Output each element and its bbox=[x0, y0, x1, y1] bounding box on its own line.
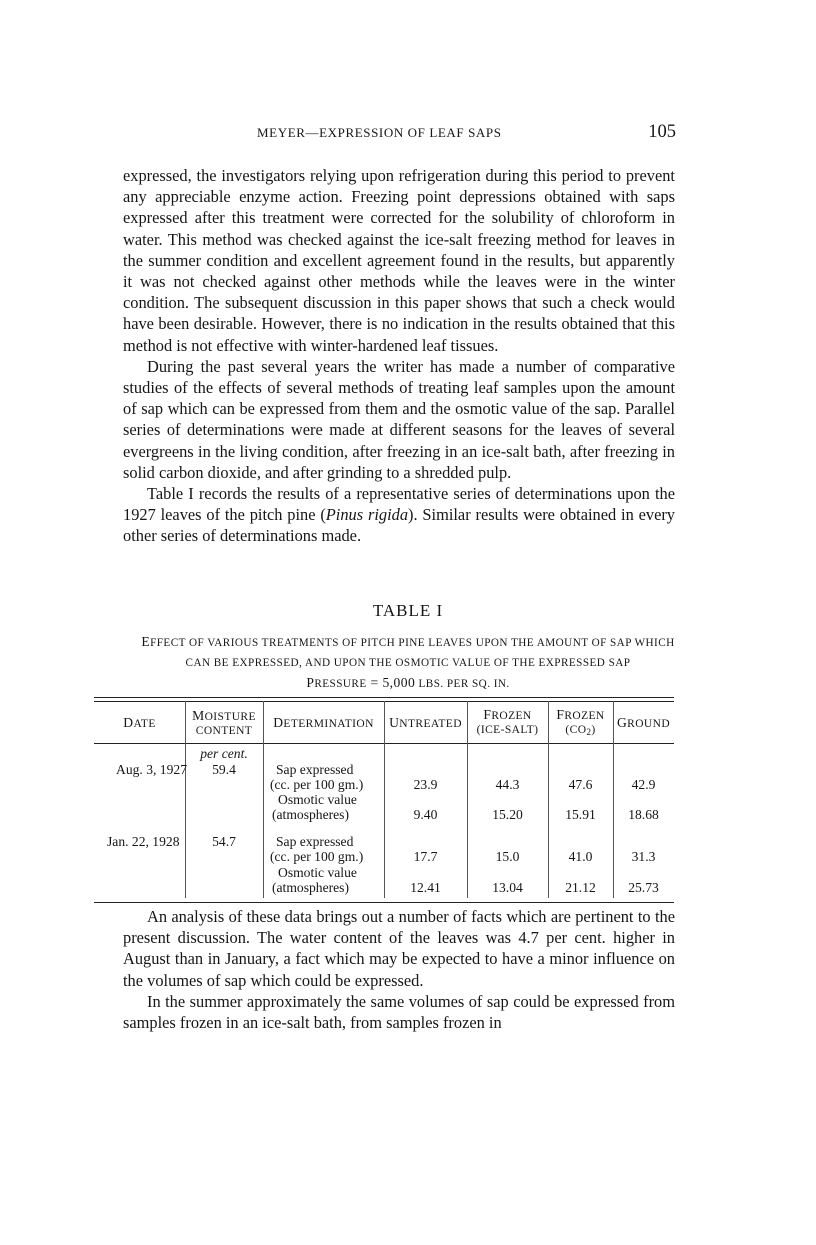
header-initial: D bbox=[123, 715, 134, 730]
caption-rest: LBS. PER SQ. IN. bbox=[415, 678, 510, 690]
running-head: MEYER—EXPRESSION OF LEAF SAPS bbox=[257, 125, 502, 140]
cell-ground: 25.73 bbox=[628, 880, 659, 895]
header-initial: U bbox=[389, 715, 400, 730]
cell-untreated: 9.40 bbox=[413, 807, 438, 822]
caption-initial: E bbox=[141, 634, 151, 649]
page-header bbox=[122, 122, 676, 146]
header-date bbox=[94, 716, 185, 731]
cell-determination-unit: (cc. per 100 gm.) bbox=[270, 777, 364, 792]
header-rest: ROZEN bbox=[491, 710, 532, 722]
body-text-top bbox=[123, 165, 675, 547]
header-line: CONTENT bbox=[195, 725, 253, 737]
cell-determination: Osmotic value bbox=[278, 865, 357, 880]
cell-frozen-co2: 47.6 bbox=[568, 777, 593, 792]
cell-ground: 42.9 bbox=[631, 777, 656, 792]
header-line bbox=[548, 723, 613, 737]
caption-line bbox=[92, 632, 724, 653]
cell-determination-unit: (cc. per 100 gm.) bbox=[270, 849, 364, 864]
header-initial: F bbox=[483, 707, 492, 722]
cell-date: Aug. 3, 1927 bbox=[116, 762, 187, 777]
paragraph: During the past several years the writer has made a number of comparative studies of the effects of several methods of treating leaf samples upon the amount of sap which can be expressed from them and the osmotic value of the sap. Parallel series of determinations were made at different seasons for the leaves of several evergreens in the living condition, after freezing in an ice-salt bath, after freezing in solid carbon dioxide, and after grinding to a shredded pulp. bbox=[123, 356, 675, 482]
header-rest: ATE bbox=[133, 718, 156, 730]
cell-determination: Sap expressed bbox=[276, 762, 354, 777]
caption-rest: FFECT OF VARIOUS TREATMENTS OF PITCH PINE LEAVES UPON THE AMOUNT OF SAP WHICH bbox=[150, 637, 675, 649]
header-rest: ROUND bbox=[627, 718, 671, 730]
header-line bbox=[467, 708, 548, 723]
header-initial: M bbox=[192, 708, 205, 723]
paragraph bbox=[123, 483, 675, 547]
cell-frozen-ice-salt: 44.3 bbox=[495, 777, 520, 792]
cell-date: Jan. 22, 1928 bbox=[107, 834, 180, 849]
paragraph-text: ). Similar results were obtained in every other series of determinations made. bbox=[123, 505, 675, 546]
caption-rest: RESSURE bbox=[314, 678, 367, 690]
cell-frozen-co2: 15.91 bbox=[565, 807, 596, 822]
header-rest: ETERMINATION bbox=[283, 718, 374, 730]
paragraph: An analysis of these data brings out a number of facts which are pertinent to the present discussion. The water content of the leaves was 4.7 per cent. higher in August than in January, a fact which may be expected to have a minor influence on the volumes of sap which could be expressed. bbox=[123, 907, 675, 990]
cell-untreated: 23.9 bbox=[413, 777, 438, 792]
paragraph: In the summer approximately the same volumes of sap could be expressed from samples frozen in an ice-salt bath, from samples frozen in bbox=[123, 991, 675, 1033]
header-line bbox=[548, 708, 613, 723]
cell-determination-unit: (atmospheres) bbox=[272, 807, 350, 822]
species-name: Pinus rigida bbox=[325, 505, 409, 525]
table-title: TABLE I bbox=[372, 601, 444, 620]
page-number: 105 bbox=[648, 122, 676, 142]
cell-frozen-ice-salt: 15.20 bbox=[492, 807, 523, 822]
header-text: (CO bbox=[565, 724, 587, 736]
cell-frozen-co2: 21.12 bbox=[565, 880, 596, 895]
header-subscript: 2 bbox=[586, 727, 592, 737]
header-rest: ROZEN bbox=[564, 710, 605, 722]
body-text-bottom bbox=[123, 906, 675, 1033]
paragraph-text: Table I records the results of a representative series of determinations upon the 1927 leaves of the pitch pine ( bbox=[123, 484, 675, 525]
cell-ground: 31.3 bbox=[631, 849, 656, 864]
header-frozen-ice-salt bbox=[467, 708, 548, 737]
table-caption bbox=[92, 632, 724, 694]
cell-moisture: 59.4 bbox=[212, 762, 236, 777]
caption-value: = 5,000 bbox=[366, 675, 416, 690]
header-initial: F bbox=[556, 707, 565, 722]
cell-untreated: 12.41 bbox=[410, 880, 441, 895]
cell-determination: Sap expressed bbox=[276, 834, 354, 849]
table-bottom-rule bbox=[94, 902, 674, 903]
caption-initial: P bbox=[306, 675, 315, 690]
header-moisture bbox=[185, 709, 263, 738]
header-determination bbox=[263, 716, 384, 731]
header-line: (ICE-SALT) bbox=[476, 724, 539, 736]
caption-line bbox=[92, 673, 724, 694]
cell-untreated: 17.7 bbox=[413, 849, 438, 864]
paragraph: expressed, the investigators relying upon refrigeration during this period to prevent any appreciable enzyme action. Freezing point depressions obtained with saps expressed after this treatment were corrected for the solubility of chloroform in water. This method was checked against the ice-salt freezing method for leaves in the summer condition and excellent agreement found in the results, but apparently it was not checked against other methods while the leaves were in the winter condition. The subsequent discussion in this paper shows that such a check would have been desirable. However, there is no indication in the results obtained that this method is not effective with winter-hardened leaf tissues. bbox=[123, 166, 675, 355]
header-line bbox=[185, 709, 263, 724]
header-untreated bbox=[384, 716, 467, 731]
header-frozen-co2 bbox=[548, 708, 613, 737]
cell-determination-unit: (atmospheres) bbox=[272, 880, 350, 895]
cell-moisture: 54.7 bbox=[212, 834, 236, 849]
cell-ground: 18.68 bbox=[628, 807, 659, 822]
header-rest: OISTURE bbox=[204, 711, 256, 723]
header-initial: D bbox=[273, 715, 284, 730]
cell-frozen-ice-salt: 15.0 bbox=[495, 849, 520, 864]
header-rest: NTREATED bbox=[399, 718, 462, 730]
header-ground bbox=[613, 716, 674, 731]
table-top-rule bbox=[94, 697, 674, 698]
cell-frozen-ice-salt: 13.04 bbox=[492, 880, 523, 895]
cell-frozen-co2: 41.0 bbox=[568, 849, 593, 864]
header-initial: G bbox=[616, 715, 628, 730]
caption-line: CAN BE EXPRESSED, AND UPON THE OSMOTIC VALUE OF THE EXPRESSED SAP bbox=[185, 657, 631, 669]
cell-determination: Osmotic value bbox=[278, 792, 357, 807]
header-text: ) bbox=[591, 724, 596, 736]
unit-note: per cent. bbox=[200, 746, 248, 761]
